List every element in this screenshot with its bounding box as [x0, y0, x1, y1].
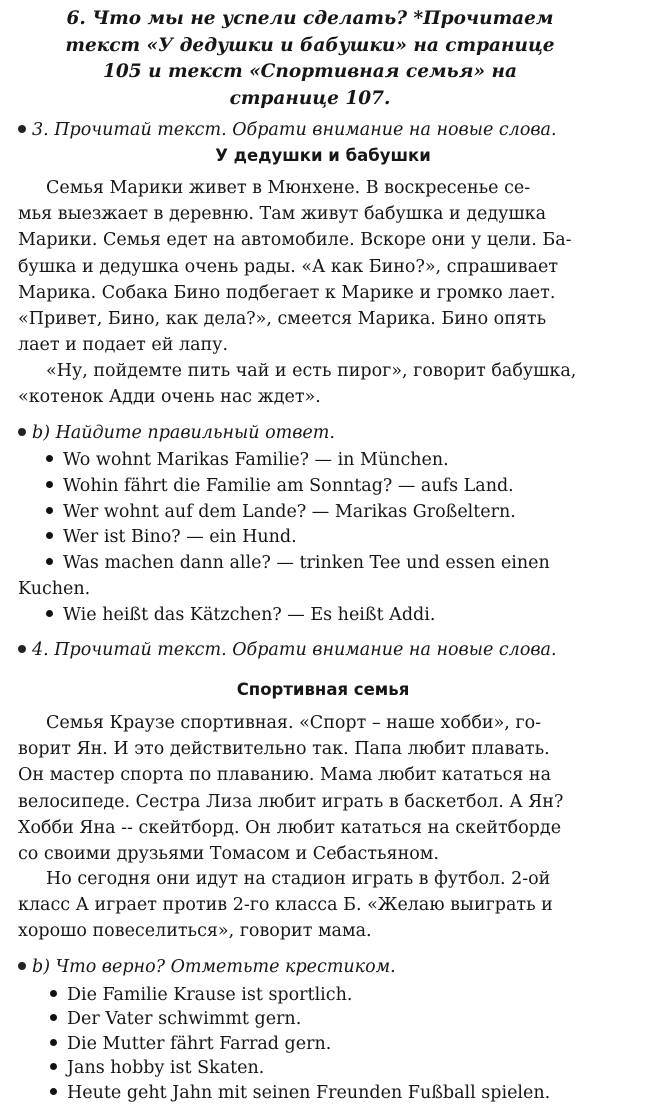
task-6-line: текст «У дедушки и бабушки» на странице: [65, 34, 555, 56]
text-line: Марики. Семья едет на автомобиле. Вскоре они у цели. Ба-: [18, 230, 572, 251]
exercise-4b-instruction: [18, 955, 630, 979]
bullet-dot-icon: [18, 962, 26, 970]
bullet-icon: [50, 990, 57, 997]
list-item-text: Der Vater schwimmt gern.: [67, 1009, 302, 1030]
exercise-3b-list: [18, 448, 630, 629]
bullet-icon: [50, 1063, 57, 1070]
text-line: со своими друзьями Томасом и Себастьяном.: [18, 844, 439, 865]
bullet-icon: [46, 481, 53, 488]
task-6-line: 6. Что мы не успели сделать? *Прочитаем: [66, 8, 554, 29]
bullet-icon: [46, 532, 53, 539]
list-item-text: Wo wohnt Marikas Familie? — in München.: [63, 450, 449, 470]
exercise-4b-list: [18, 983, 630, 1105]
bullet-icon: [50, 1014, 57, 1021]
bullet-dot-icon: [18, 645, 26, 653]
text-line: Семья Марики живет в Мюнхене. В воскресенье се-: [46, 178, 531, 198]
text-line: Семья Краузе спортивная. «Спорт – наше хобби», го-: [46, 713, 542, 733]
bullet-dot-icon: [18, 428, 26, 436]
task-6-line: странице 107.: [229, 87, 391, 109]
list-item-text: Was machen dann alle? — trinken Tee und essen einen: [63, 553, 550, 574]
exercise-4-paragraph-2: [18, 866, 630, 945]
list-item: [18, 448, 630, 474]
text-line: Хобби Яна -- скейтборд. Он любит кататься на скейтборде: [18, 817, 562, 838]
text-line: «Ну, пойдемте пить чай и есть пирог», говорит бабушка,: [46, 361, 577, 381]
exercise-3b-instruction-text: b) Найдите правильный ответ.: [32, 423, 335, 443]
bullet-icon: [50, 1088, 57, 1095]
task-6-line: 105 и текст «Спортивная семья» на: [103, 61, 517, 82]
list-item: [18, 1007, 630, 1031]
text-line: Он мастер спорта по плаванию. Мама любит кататься на: [18, 765, 552, 786]
exercise-4b-instruction-text: b) Что верно? Отметьте крестиком.: [32, 957, 396, 977]
exercise-4-title: Спортивная семья: [236, 680, 410, 699]
list-item-continuation: Kuchen.: [18, 578, 91, 599]
list-item: [18, 1081, 630, 1105]
list-item: [18, 603, 630, 629]
text-line: ворит Ян. И это действительно так. Папа любит плавать.: [18, 739, 550, 760]
exercise-3-instruction: [18, 118, 630, 142]
text-line: велосипеде. Сестра Лиза любит играть в баскетбол. А Ян?: [18, 791, 564, 812]
exercise-4-paragraph-1: [18, 710, 630, 867]
text-line: лает и подает ей лапу.: [18, 335, 229, 356]
list-item: [18, 983, 630, 1007]
list-item: [18, 1032, 630, 1056]
bullet-icon: [46, 455, 53, 462]
exercise-4-instruction: [18, 638, 630, 662]
text-line: хорошо повеселиться», говорит мама.: [18, 921, 372, 942]
bullet-icon: [46, 558, 53, 565]
text-line: Марика. Собака Бино подбегает к Марике и громко лает.: [18, 282, 556, 303]
text-line: Но сегодня они идут на стадион играть в футбол. 2-ой: [46, 869, 551, 889]
bullet-icon: [46, 507, 53, 514]
text-line: «Привет, Бино, как дела?», смеется Марика. Бино опять: [18, 309, 547, 330]
list-item-text: Die Familie Krause ist sportlich.: [67, 985, 353, 1005]
text-line: «котенок Адди очень нас ждет».: [18, 387, 321, 408]
list-item: [18, 551, 630, 577]
list-item: [18, 474, 630, 500]
task-6-heading: [30, 6, 590, 112]
exercise-3-title: У дедушки и бабушки: [215, 146, 431, 165]
list-item-text: Wie heißt das Kätzchen? — Es heißt Addi.: [63, 604, 436, 625]
exercise-3-instruction-text: 3. Прочитай текст. Обрати внимание на новые слова.: [32, 120, 557, 140]
bullet-icon: [46, 610, 53, 617]
list-item-text: Heute geht Jahn mit seinen Freunden Fußball spielen.: [67, 1082, 551, 1103]
exercise-3b-instruction: [18, 421, 630, 445]
exercise-4-instruction-text: 4. Прочитай текст. Обрати внимание на новые слова.: [32, 640, 557, 660]
list-item-text: Wer ist Bino? — ein Hund.: [63, 527, 297, 548]
list-item-text: Wohin fährt die Familie am Sonntag? — aufs Land.: [63, 475, 514, 496]
text-line: класс А играет против 2-го класса Б. «Желаю выиграть и: [18, 895, 553, 916]
list-item: [18, 500, 630, 526]
list-item: [18, 1056, 630, 1080]
text-line: бушка и дедушка очень рады. «А как Бино?», спрашивает: [18, 256, 559, 277]
list-item-text: Jans hobby ist Skaten.: [67, 1058, 265, 1079]
list-item: [18, 525, 630, 551]
exercise-3-paragraph-2: [18, 358, 630, 410]
exercise-3-paragraph-1: [18, 175, 630, 358]
list-item-text: Die Mutter fährt Farrad gern.: [67, 1033, 332, 1054]
text-line: мья выезжает в деревню. Там живут бабушка и дедушка: [18, 204, 547, 225]
list-item-text: Wer wohnt auf dem Lande? — Marikas Großeltern.: [63, 501, 516, 522]
bullet-icon: [50, 1039, 57, 1046]
bullet-dot-icon: [18, 125, 26, 133]
